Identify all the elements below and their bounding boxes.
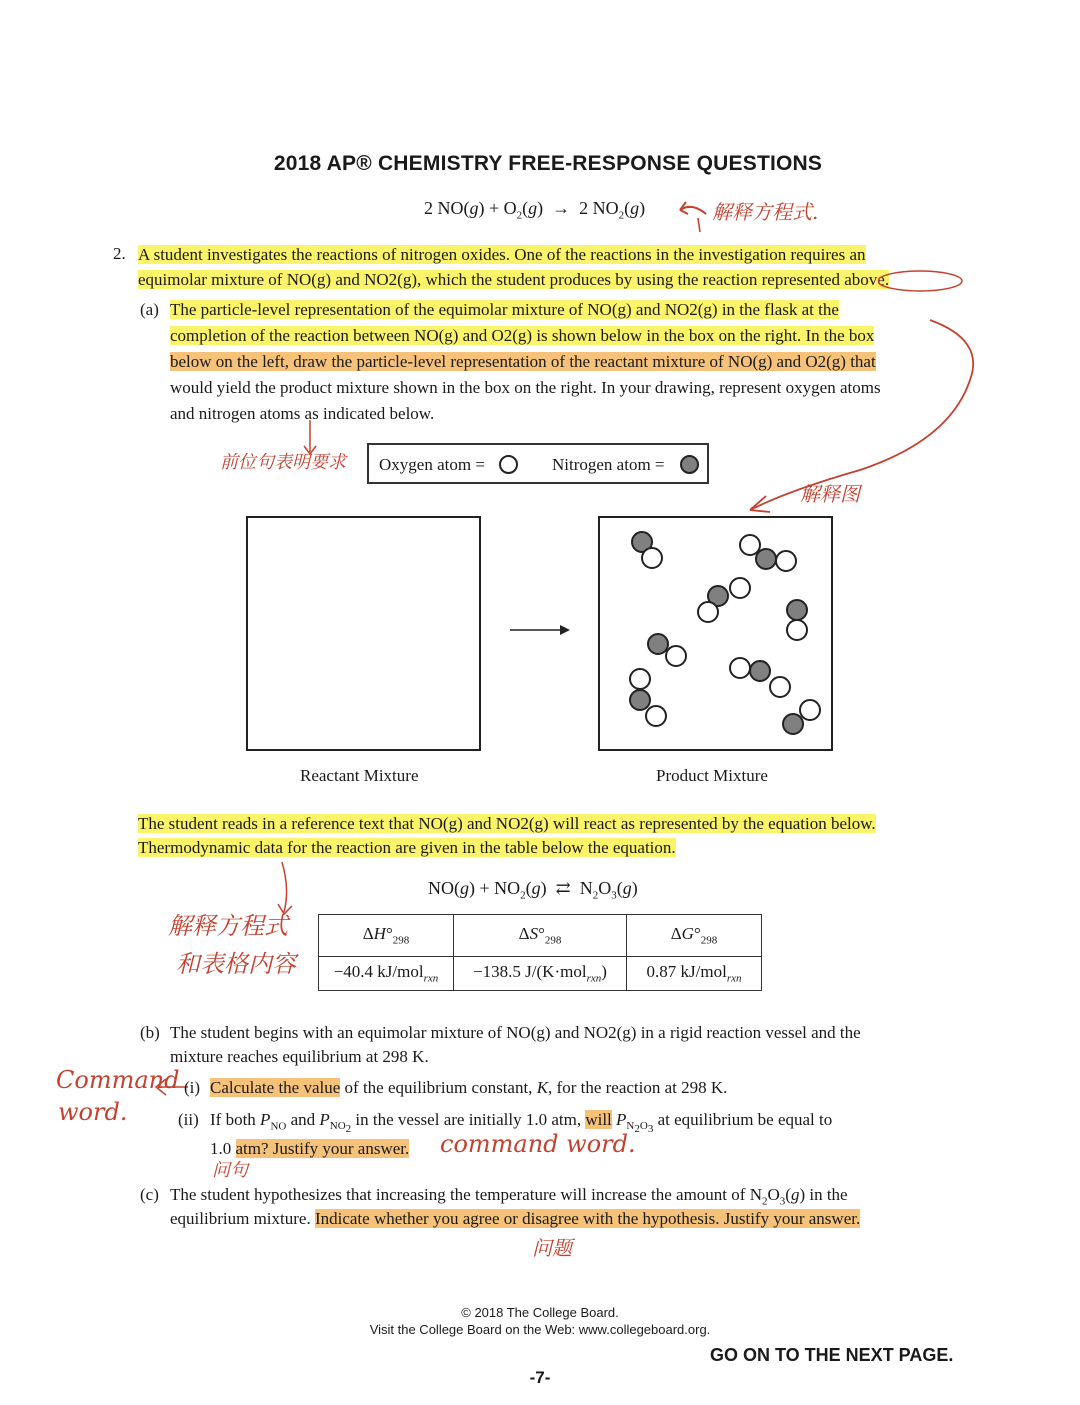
equation-n2o3: $NO(g) + NO_2(g)$ ⇄ $N_2O_3(g)$ — [428, 878, 638, 902]
reaction-arrow-icon — [508, 620, 572, 640]
molecule-no2-o1 — [730, 578, 750, 598]
molecule-no2-o2 — [770, 677, 790, 697]
part-a-label: (a) — [140, 300, 159, 319]
part-a-line2: completion of the reaction between NO(g) and O2(g) is shown below in the box on the right. In the box — [170, 326, 875, 345]
part-b-ii-line1: If both $P_{NO}$ and $P_{NO_2}$ in the vessel are initially 1.0 atm, will $P_{N_2O_3}$ at equilibrium be equal to — [210, 1110, 833, 1136]
molecule-no2-n — [756, 549, 776, 569]
legend-oxygen-label: Oxygen atom = — [379, 455, 485, 474]
table-header-dg: $\Delta G^\circ_{298}$ — [627, 915, 762, 957]
table-cell-ds: −138.5 J/(K·mol$_{rxn}$) — [454, 957, 627, 991]
table-header-ds: $\Delta S^\circ_{298}$ — [454, 915, 627, 957]
part-b-line1: The student begins with an equimolar mixture of NO(g) and NO2(g) in a rigid reaction vessel and the — [170, 1023, 861, 1042]
product-mixture-box — [598, 516, 833, 751]
part-c-line1: The student hypothesizes that increasing the temperature will increase the amount of $N_2O_3(g)$ in the — [170, 1185, 848, 1208]
molecule-no-n — [648, 634, 668, 654]
thermo-table — [318, 914, 762, 991]
molecule-no2-o2 — [698, 602, 718, 622]
atom-legend — [367, 443, 709, 484]
reference-line1: The student reads in a reference text that NO(g) and NO2(g) will react as represented by the equation below. — [138, 814, 876, 833]
molecule-no-n — [787, 600, 807, 620]
question-number: 2. — [113, 244, 126, 263]
annotation-explain-eq: 解释方程式 — [168, 912, 288, 940]
annotation-command-word: command word. — [440, 1130, 636, 1158]
question-intro-line2: equimolar mixture of NO(g) and NO2(g), which the student produces by using the reaction represented above. — [138, 270, 890, 289]
part-c-line2: equilibrium mixture. Indicate whether you agree or disagree with the hypothesis. Justify your answer. — [170, 1209, 861, 1228]
circle-annotation-icon — [878, 268, 968, 294]
curved-arrow-icon — [730, 300, 990, 520]
molecule-no2-o2 — [646, 706, 666, 726]
part-a-line4: would yield the product mixture shown in the box on the right. In your drawing, represent oxygen atoms — [170, 378, 881, 397]
page-title: 2018 AP® CHEMISTRY FREE-RESPONSE QUESTIONS — [273, 152, 823, 175]
annotation-table-content: 和表格内容 — [176, 950, 296, 978]
molecule-no2-o1 — [730, 658, 750, 678]
oxygen-atom-icon — [499, 455, 518, 474]
part-c-label: (c) — [140, 1185, 159, 1204]
product-caption: Product Mixture — [656, 766, 768, 785]
arrow-annotation-icon — [670, 196, 710, 236]
annotation-requirement: 前位句表明要求 — [220, 452, 346, 473]
question-intro-line1: A student investigates the reactions of nitrogen oxides. One of the reactions in the investigation requires an — [138, 245, 866, 264]
molecule-no2-o1 — [630, 669, 650, 689]
annotation-explain-figure: 解释图 — [800, 482, 860, 506]
part-a-line1: The particle-level representation of the equimolar mixture of NO(g) and NO2(g) in the flask at the — [170, 300, 839, 319]
molecule-no2-n — [630, 690, 650, 710]
part-b-i-label: (i) — [184, 1078, 201, 1097]
annotation-problem: 问题 — [532, 1236, 572, 1260]
annotation-word: word. — [58, 1098, 128, 1126]
table-header-dh: $\Delta H^\circ_{298}$ — [319, 915, 454, 957]
molecule-no2-o1 — [740, 535, 760, 555]
go-on-notice: GO ON TO THE NEXT PAGE. — [710, 1345, 954, 1365]
annotation-command: Command — [56, 1066, 180, 1094]
reference-line2: Thermodynamic data for the reaction are given in the table below the equation. — [138, 838, 676, 857]
reactant-caption: Reactant Mixture — [300, 766, 419, 785]
legend-nitrogen-label: Nitrogen atom = — [552, 455, 665, 474]
part-b-line2: mixture reaches equilibrium at 298 K. — [170, 1047, 429, 1066]
nitrogen-atom-icon — [680, 455, 699, 474]
part-b-ii-label: (ii) — [178, 1110, 199, 1129]
product-molecules — [600, 518, 831, 749]
equation-top: 2 $NO(g) + O_2(g) \to 2$ $NO_2(g)$ — [424, 198, 646, 222]
page-number: -7- — [529, 1368, 551, 1387]
part-b-ii-line2: 1.0 atm? Justify your answer. — [210, 1139, 410, 1158]
footer-copyright: © 2018 The College Board. — [461, 1305, 619, 1320]
annotation-explain-equation: 解释方程式. — [712, 200, 819, 224]
table-cell-dh: −40.4 kJ/mol$_{rxn}$ — [319, 957, 454, 991]
table-cell-dg: 0.87 kJ/mol$_{rxn}$ — [627, 957, 762, 991]
molecule-no2-o2 — [776, 551, 796, 571]
annotation-question-sentence: 问句 — [212, 1160, 248, 1181]
footer-visit: Visit the College Board on the Web: www.collegeboard.org. — [369, 1322, 711, 1337]
molecule-no-o — [642, 548, 662, 568]
reactant-mixture-box[interactable] — [246, 516, 481, 751]
part-a-line3: below on the left, draw the particle-level representation of the reactant mixture of NO(g) and O2(g) that — [170, 352, 876, 371]
molecule-no2-n — [750, 661, 770, 681]
molecule-no-o — [800, 700, 820, 720]
molecule-no-n — [783, 714, 803, 734]
part-b-i-text: Calculate the value of the equilibrium constant, K, for the reaction at 298 K. — [210, 1078, 728, 1097]
part-a-line5: and nitrogen atoms as indicated below. — [170, 404, 435, 423]
molecule-no-o — [666, 646, 686, 666]
part-b-label: (b) — [140, 1023, 160, 1042]
molecule-no-o — [787, 620, 807, 640]
